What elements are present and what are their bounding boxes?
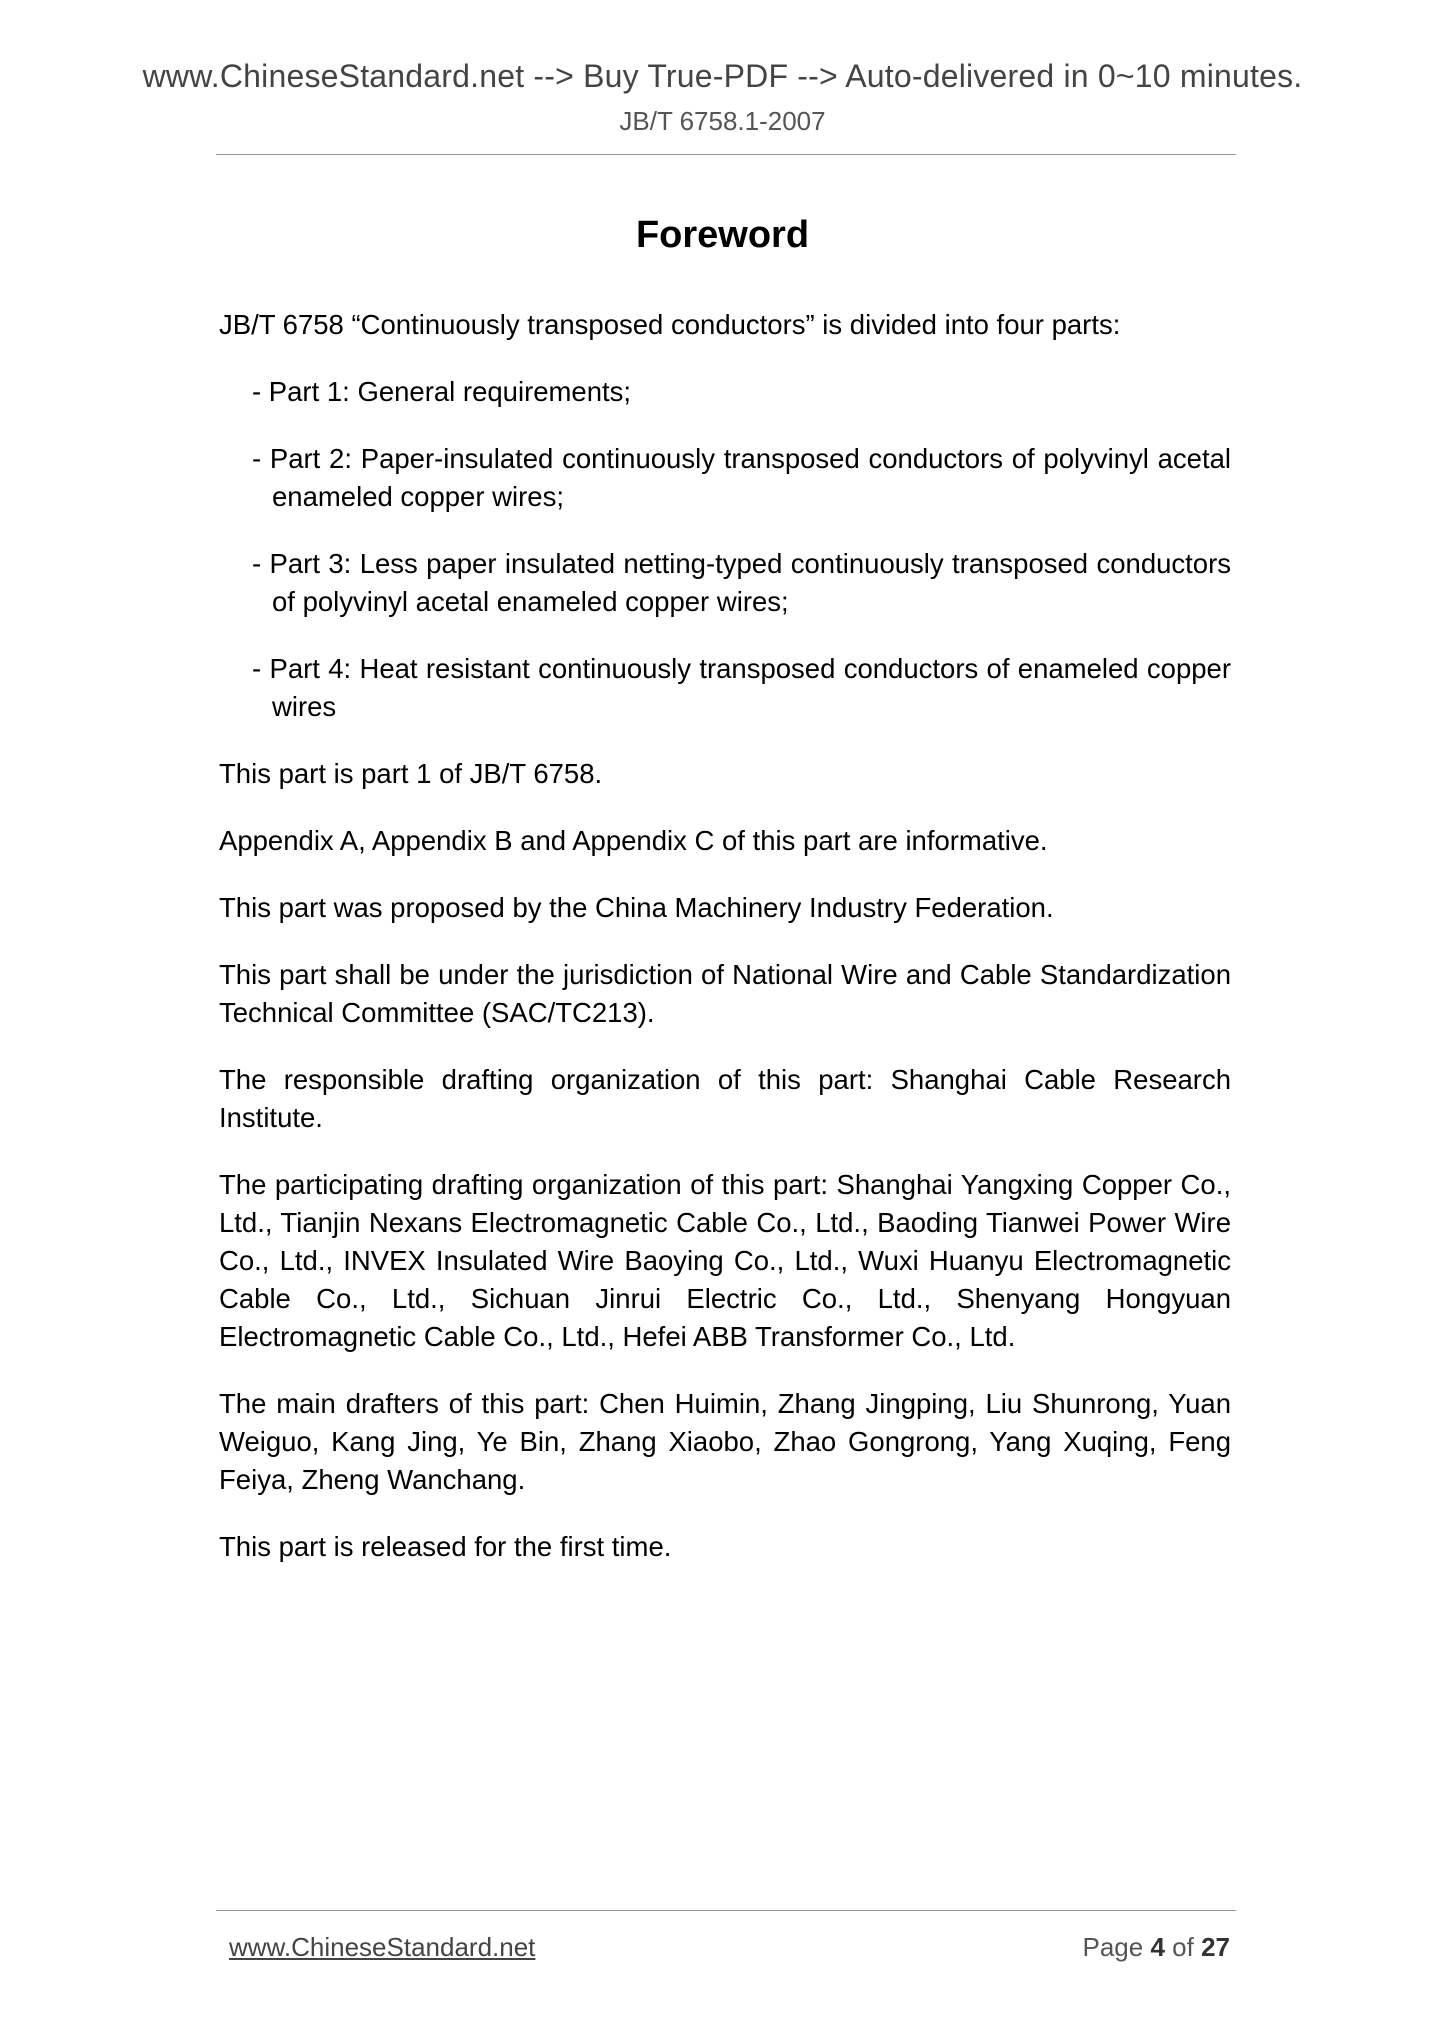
paragraph: The responsible drafting organization of this part: Shanghai Cable Research Institute. — [219, 1064, 1231, 1133]
header-banner: www.ChineseStandard.net --> Buy True-PDF --> Auto-delivered in 0~10 minutes. — [142, 58, 1303, 94]
document-id: JB/T 6758.1-2007 — [619, 106, 826, 136]
page-number — [1082, 1932, 1230, 1963]
part-list-item: - Part 1: General requirements; — [252, 376, 632, 407]
paragraph: This part is part 1 of JB/T 6758. — [219, 758, 603, 789]
paragraph: This part shall be under the jurisdiction of National Wire and Cable Standardization Technical Committee (SAC/TC213). — [219, 959, 1231, 1028]
page-title: Foreword — [635, 214, 810, 256]
paragraph: This part is released for the first time. — [219, 1531, 672, 1562]
page-label: Page — [1082, 1932, 1144, 1962]
intro-paragraph: JB/T 6758 “Continuously transposed conductors” is divided into four parts: — [219, 309, 1121, 340]
paragraph: The participating drafting organization of this part: Shanghai Yangxing Copper Co., Ltd., Tianjin Nexans Electromagnetic Cable Co., Ltd., Baoding Tianwei Power Wire Co., Ltd., INVEX Insulated Wire Baoying Co., Ltd., Wuxi Huanyu Electromagnetic Cable Co., Ltd., Sichuan Jinrui Electric Co., Ltd., Shenyang Hongyuan Electromagnetic Cable Co., Ltd., Hefei ABB Transformer Co., Ltd. — [219, 1169, 1231, 1352]
page-of-label: of — [1172, 1932, 1194, 1962]
paragraph: Appendix A, Appendix B and Appendix C of this part are informative. — [219, 825, 1048, 856]
part-list-item: - Part 4: Heat resistant continuously transposed conductors of enameled copper wires — [252, 653, 1231, 722]
footer-divider — [216, 1910, 1236, 1911]
paragraph: The main drafters of this part: Chen Huimin, Zhang Jingping, Liu Shunrong, Yuan Weiguo, Kang Jing, Ye Bin, Zhang Xiaobo, Zhao Gongrong, Yang Xuqing, Feng Feiya, Zheng Wanchang. — [219, 1388, 1231, 1495]
total-pages: 27 — [1201, 1932, 1230, 1962]
current-page: 4 — [1150, 1932, 1165, 1962]
header-divider — [216, 154, 1236, 155]
footer-website-link[interactable]: www.ChineseStandard.net — [229, 1932, 536, 1962]
paragraph: This part was proposed by the China Machinery Industry Federation. — [219, 892, 1054, 923]
part-list-item: - Part 3: Less paper insulated netting-typed continuously transposed conductors of polyvinyl acetal enameled copper wires; — [252, 548, 1231, 617]
part-list-item: - Part 2: Paper-insulated continuously transposed conductors of polyvinyl acetal enameled copper wires; — [252, 443, 1231, 512]
foreword-body — [219, 306, 1231, 1595]
